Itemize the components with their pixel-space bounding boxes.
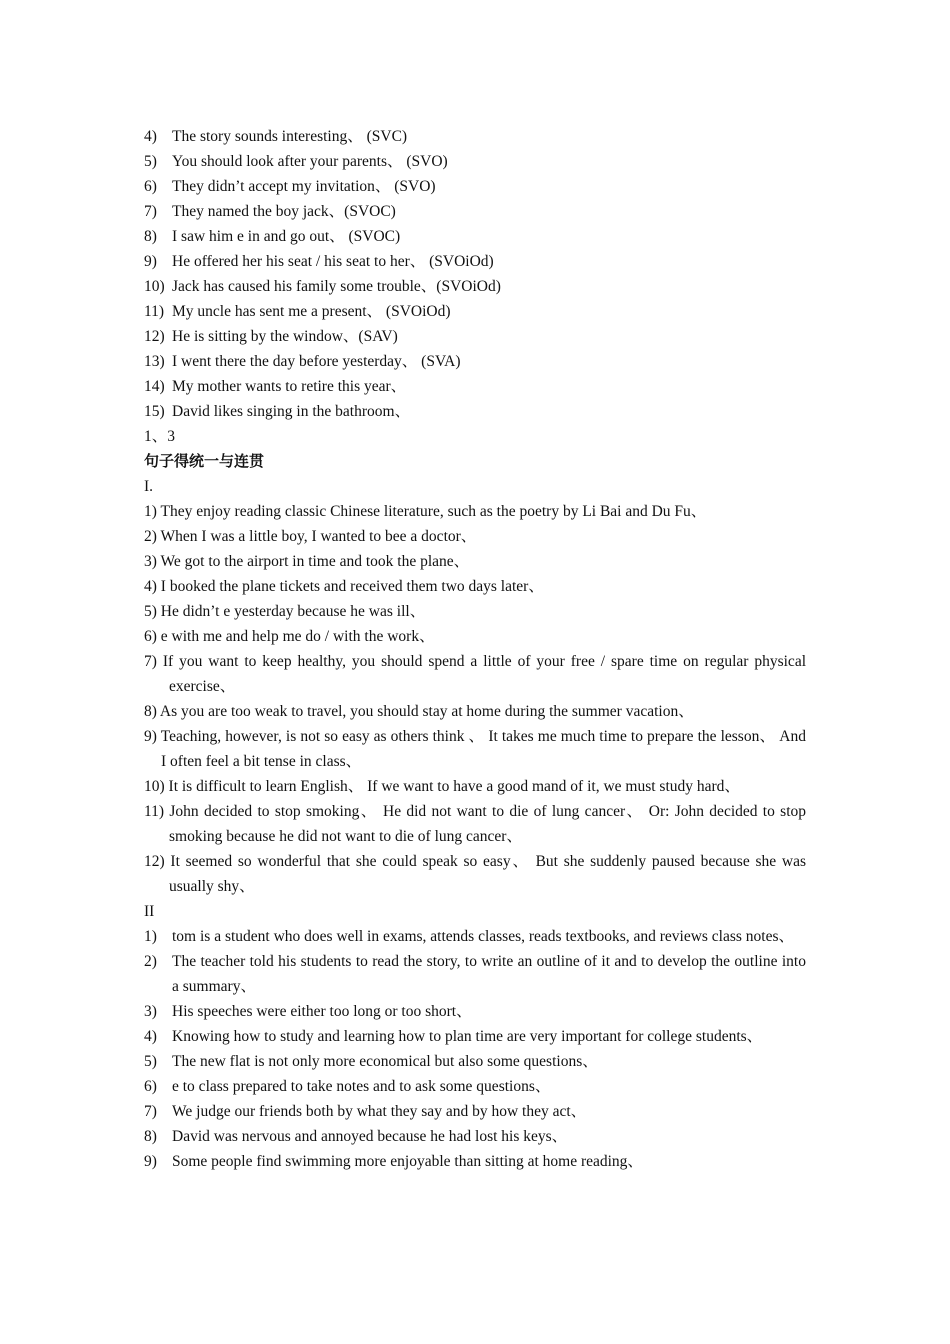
item-number: 7) — [144, 203, 157, 220]
list-item — [144, 999, 806, 1024]
list-item: 3) We got to the airport in time and took the plane、 — [144, 553, 470, 570]
list-item — [144, 199, 806, 224]
sentence-pattern-list — [144, 124, 806, 424]
item-number: 15) — [144, 403, 165, 420]
item-text: Some people find swimming more enjoyable than sitting at home reading、 — [172, 1153, 643, 1170]
item-number: 11) — [144, 303, 165, 320]
list-item — [144, 224, 806, 249]
item-text: My uncle has sent me a present、 (SVOiOd) — [172, 303, 451, 320]
list-item — [144, 149, 806, 174]
list-item — [144, 1049, 806, 1074]
item-number: 8) — [144, 228, 157, 245]
item-text: The teacher told his students to read the story, to write an outline of it and to develop the outline into a summary、 — [172, 953, 806, 995]
item-text: He offered her his seat / his seat to her、 (SVOiOd) — [172, 253, 494, 270]
item-text: I saw him e in and go out、 (SVOC) — [172, 228, 401, 245]
list-item — [144, 1024, 806, 1049]
item-number: 5) — [144, 153, 157, 170]
list-item — [144, 124, 806, 149]
list-item: 8) As you are too weak to travel, you should stay at home during the summer vacation、 — [144, 703, 694, 720]
list-item: 4) I booked the plane tickets and received them two days later、 — [144, 578, 544, 595]
section-number: 1、3 — [144, 428, 176, 445]
list-item: 9) Teaching, however, is not so easy as others think 、 It takes me much time to prepare the lesson、 And I often feel a bit tense in class、 — [144, 728, 806, 770]
list-item: 10) It is difficult to learn English、 If we want to have a good mand of it, we must study hard、 — [144, 778, 740, 795]
list-item — [144, 924, 806, 949]
item-number: 9) — [144, 253, 157, 270]
item-number: 7) — [144, 1103, 157, 1120]
list-item: 6) e with me and help me do / with the work、 — [144, 628, 435, 645]
item-text: Jack has caused his family some trouble、(SVOiOd) — [172, 278, 501, 295]
item-text: He is sitting by the window、(SAV) — [172, 328, 398, 345]
section-title: 句子得统一与连贯 — [144, 452, 265, 470]
list-item: 2) When I was a little boy, I wanted to bee a doctor、 — [144, 528, 477, 545]
item-text: Knowing how to study and learning how to plan time are very important for college students、 — [172, 1028, 763, 1045]
list-item — [144, 174, 806, 199]
item-text: We judge our friends both by what they say and by how they act、 — [172, 1103, 587, 1120]
list-item: 7) If you want to keep healthy, you should spend a little of your free / spare time on regular physical exercise、 — [144, 653, 806, 695]
list-item — [144, 1099, 806, 1124]
part-two-label: II — [144, 903, 155, 920]
item-number: 8) — [144, 1128, 157, 1145]
item-text: The new flat is not only more economical but also some questions、 — [172, 1053, 598, 1070]
part-one-list — [144, 499, 806, 899]
list-item — [144, 274, 806, 299]
item-number: 4) — [144, 1028, 157, 1045]
item-text: His speeches were either too long or too short、 — [172, 1003, 472, 1020]
item-number: 10) — [144, 278, 165, 295]
document-page — [144, 124, 806, 1174]
item-number: 3) — [144, 1003, 157, 1020]
list-item — [144, 399, 806, 424]
item-number: 1) — [144, 928, 157, 945]
item-text: The story sounds interesting、 (SVC) — [172, 128, 408, 145]
list-item — [144, 249, 806, 274]
list-item: 12) It seemed so wonderful that she could speak so easy、 But she suddenly paused because she was usually shy、 — [144, 853, 806, 895]
item-text: You should look after your parents、 (SVO) — [172, 153, 448, 170]
item-number: 2) — [144, 953, 157, 970]
list-item: 1) They enjoy reading classic Chinese literature, such as the poetry by Li Bai and Du Fu、 — [144, 503, 707, 520]
item-number: 6) — [144, 178, 157, 195]
item-number: 13) — [144, 353, 165, 370]
item-number: 4) — [144, 128, 157, 145]
list-item — [144, 299, 806, 324]
list-item — [144, 374, 806, 399]
list-item — [144, 324, 806, 349]
part-two-list — [144, 924, 806, 1174]
list-item: 11) John decided to stop smoking、 He did not want to die of lung cancer、 Or: John decided to stop smoking because he did not want to die of lung cancer、 — [144, 803, 806, 845]
part-one-label: I. — [144, 478, 154, 495]
item-text: tom is a student who does well in exams, attends classes, reads textbooks, and reviews class notes、 — [172, 928, 795, 945]
list-item: 5) He didn’t e yesterday because he was ill、 — [144, 603, 426, 620]
list-item — [144, 1124, 806, 1149]
list-item — [144, 1074, 806, 1099]
item-number: 6) — [144, 1078, 157, 1095]
item-number: 12) — [144, 328, 165, 345]
item-text: e to class prepared to take notes and to ask some questions、 — [172, 1078, 551, 1095]
item-text: They named the boy jack、(SVOC) — [172, 203, 396, 220]
item-text: David likes singing in the bathroom、 — [172, 403, 411, 420]
item-text: David was nervous and annoyed because he had lost his keys、 — [172, 1128, 568, 1145]
item-number: 14) — [144, 378, 165, 395]
list-item — [144, 1149, 806, 1174]
list-item — [144, 349, 806, 374]
list-item — [144, 949, 806, 999]
item-text: I went there the day before yesterday、 (SVA) — [172, 353, 461, 370]
item-number: 9) — [144, 1153, 157, 1170]
item-text: My mother wants to retire this year、 — [172, 378, 407, 395]
item-text: They didn’t accept my invitation、 (SVO) — [172, 178, 436, 195]
item-number: 5) — [144, 1053, 157, 1070]
